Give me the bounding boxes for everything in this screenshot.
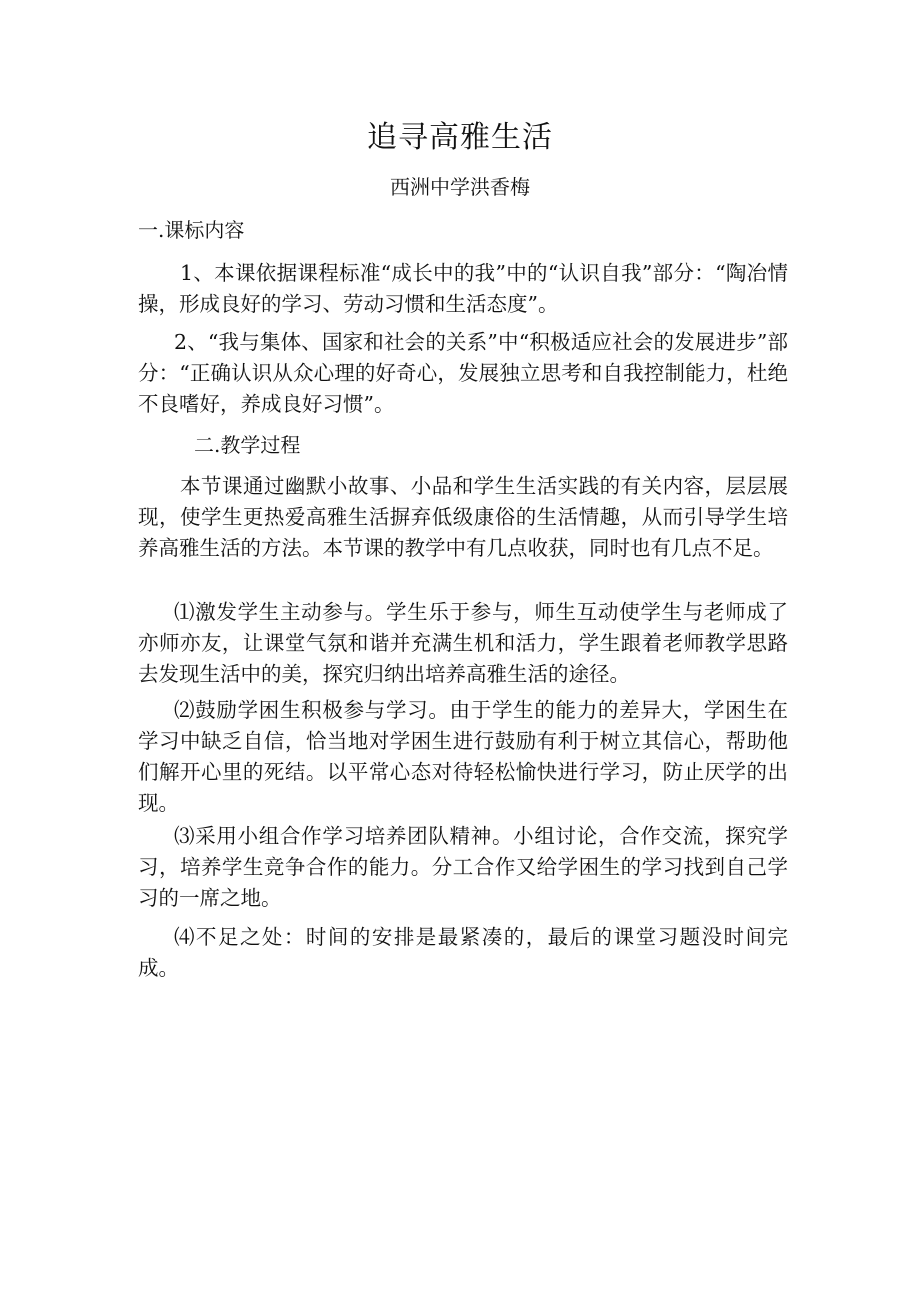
- paragraph-standard-1: 1、本课依据课程标准“成长中的我”中的“认识自我”部分：“陶冶情操，形成良好的学习、劳动习惯和生活态度”。: [138, 261, 788, 316]
- section-heading-process: 二.教学过程: [194, 433, 301, 457]
- document-title: 追寻高雅生活: [367, 120, 553, 155]
- document-author: 西洲中学洪香梅: [390, 175, 530, 199]
- section-heading-curriculum: 一.课标内容: [138, 218, 245, 242]
- paragraph-process-intro: 本节课通过幽默小故事、小品和学生生活实践的有关内容，层层展现，使学生更热爱高雅生活摒弃低级康俗的生活情趣，从而引导学生培养高雅生活的方法。本节课的教学中有几点收获，同时也有几点不足。: [138, 474, 788, 560]
- paragraph-point-4: ⑷不足之处：时间的安排是最紧凑的，最后的课堂习题没时间完成。: [138, 925, 788, 980]
- paragraph-standard-2: 2、“我与集体、国家和社会的关系”中“积极适应社会的发展进步”部分：“正确认识从众心理的好奇心，发展独立思考和自我控制能力，杜绝不良嗜好，养成良好习惯”。: [138, 330, 788, 416]
- paragraph-point-3: ⑶采用小组合作学习培养团队精神。小组讨论，合作交流，探究学习，培养学生竞争合作的能力。分工合作又给学困生的学习找到自己学习的一席之地。: [138, 824, 788, 910]
- paragraph-point-1: ⑴激发学生主动参与。学生乐于参与，师生互动使学生与老师成了亦师亦友，让课堂气氛和谐并充满生机和活力，学生跟着老师教学思路去发现生活中的美，探究归纳出培养高雅生活的途径。: [138, 600, 788, 686]
- paragraph-point-2: ⑵鼓励学困生积极参与学习。由于学生的能力的差异大，学困生在学习中缺乏自信，恰当地对学困生进行鼓励有利于树立其信心，帮助他们解开心里的死结。以平常心态对待轻松愉快进行学习，防止厌学的出现。: [138, 698, 788, 815]
